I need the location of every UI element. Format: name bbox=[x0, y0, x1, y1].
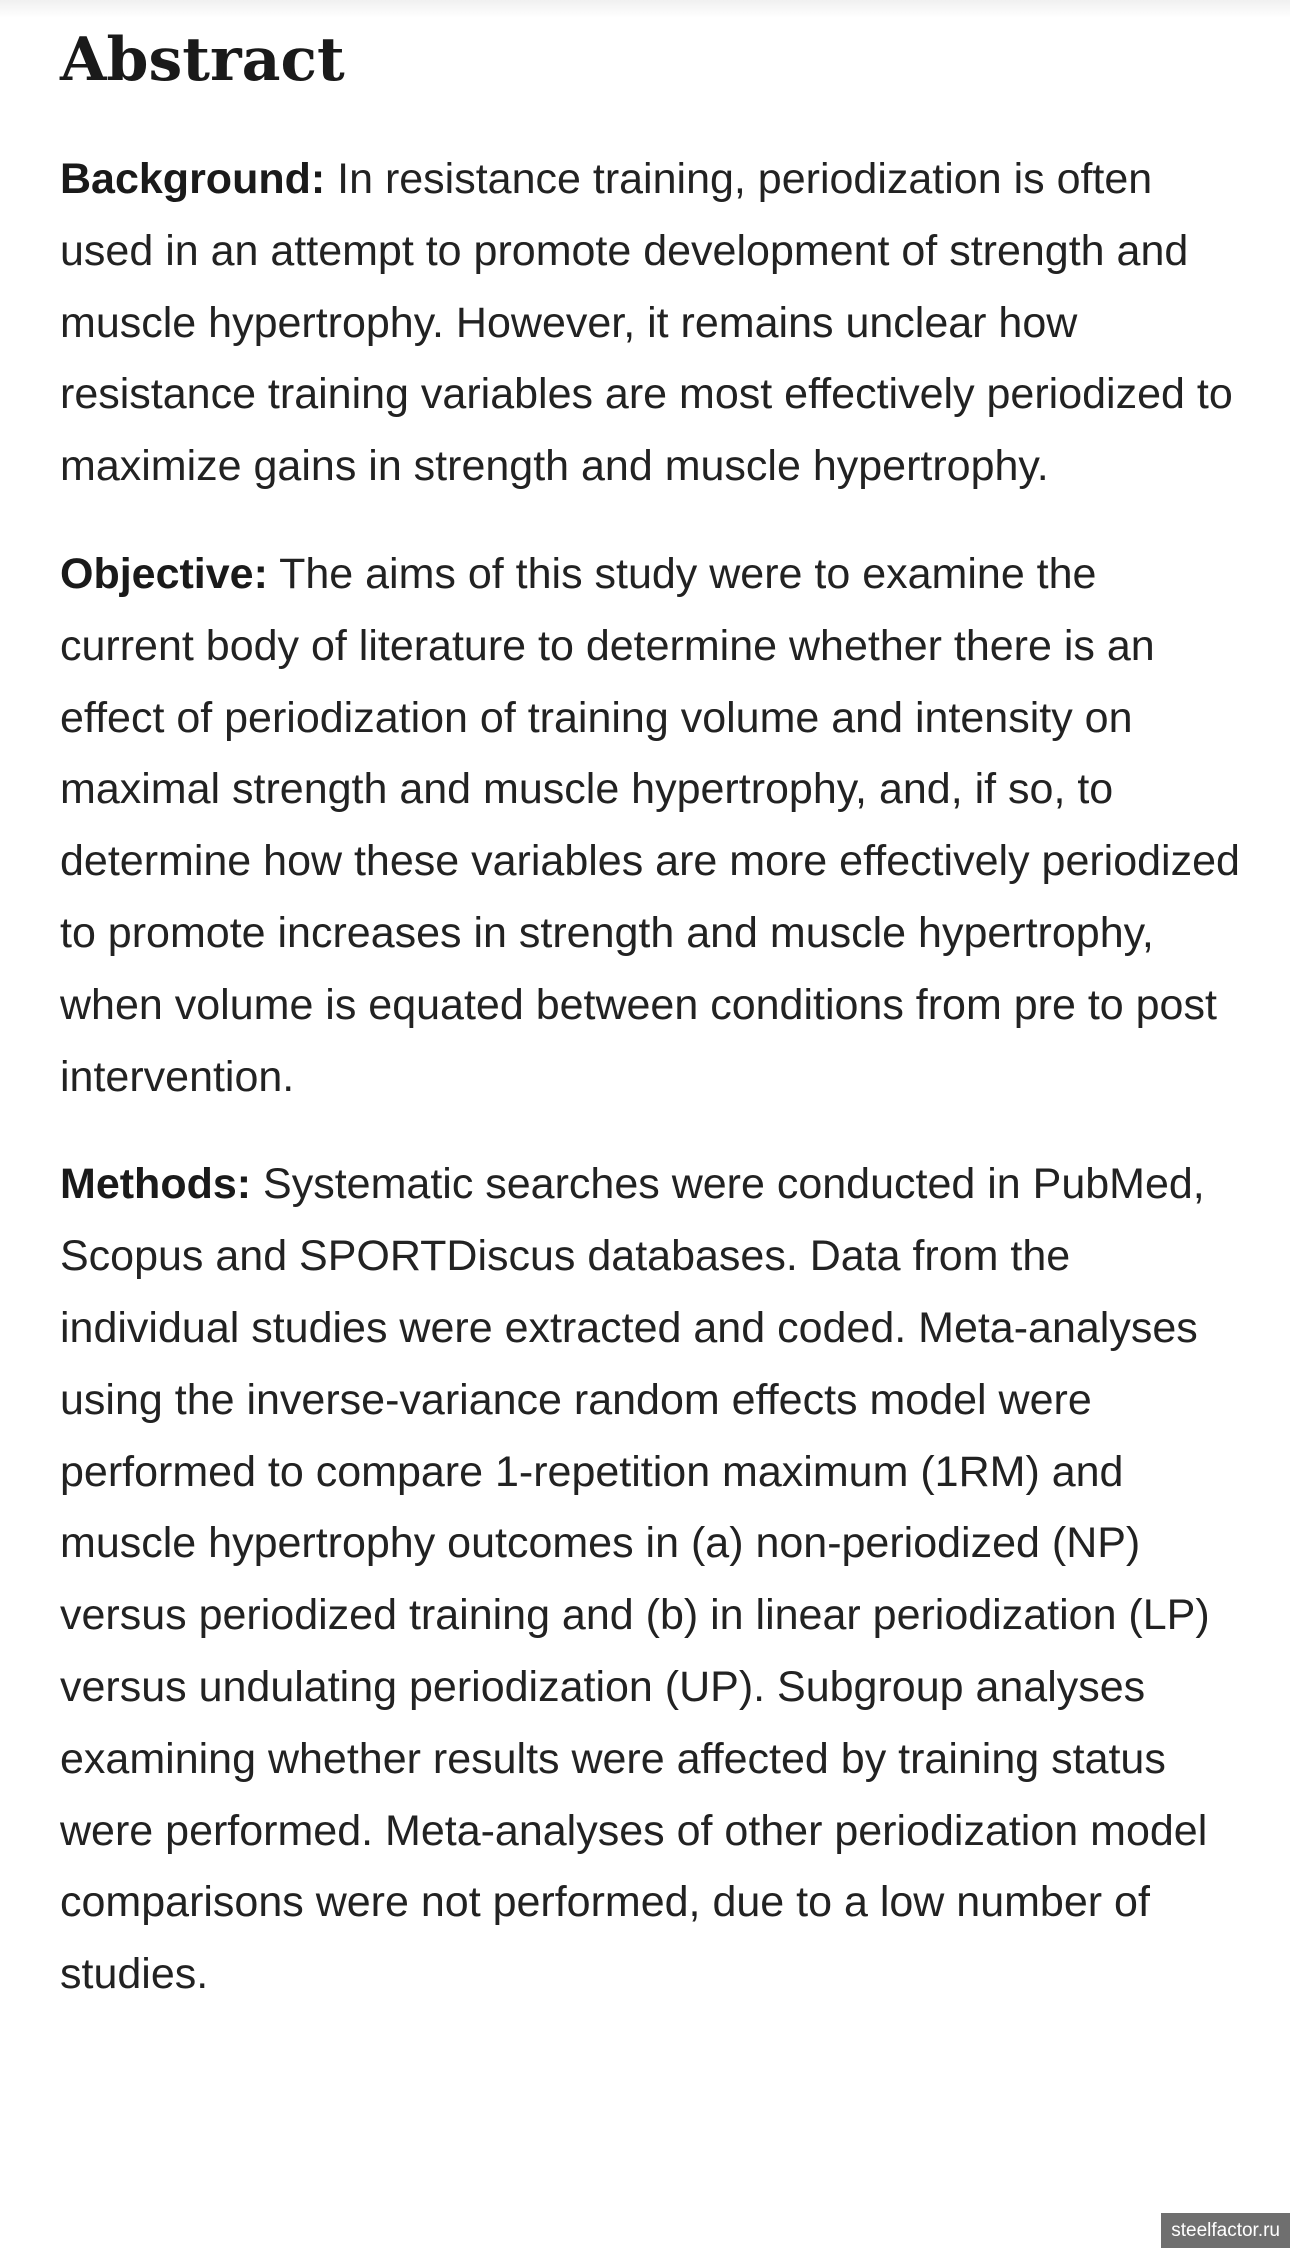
methods-text: Systematic searches were conducted in PubMed, Scopus and SPORTDiscus databases. Data from the individual studies were extracted and coded. Meta-analyses using the inverse-variance random effects model were performed to compare 1-repetition maximum (1RM) and muscle hypertrophy outcomes in (a) non-periodized (NP) versus periodized training and (b) in linear periodization (LP) versus undulating periodization (UP). Subgroup analyses examining whether results were affected by training status were performed. Meta-analyses of other periodization model comparisons were not performed, due to a low number of studies. bbox=[60, 1160, 1210, 1999]
methods-paragraph bbox=[60, 1149, 1240, 2011]
background-label: Background: bbox=[60, 155, 326, 203]
top-shadow bbox=[0, 0, 1290, 18]
abstract-heading: Abstract bbox=[60, 25, 345, 95]
objective-text: The aims of this study were to examine the current body of literature to determine whether there is an effect of periodization of training volume and intensity on maximal strength and muscle hypertrophy, and, if so, to determine how these variables are more effectively periodized to promote increases in strength and muscle hypertrophy, when volume is equated between conditions from pre to post intervention. bbox=[60, 549, 1240, 1101]
abstract-content bbox=[60, 18, 1240, 2047]
methods-label: Methods: bbox=[60, 1160, 252, 1209]
objective-label: Objective: bbox=[60, 549, 268, 598]
watermark: steelfactor.ru bbox=[1161, 2213, 1290, 2248]
background-text: In resistance training, periodization is often used in an attempt to promote development of strength and muscle hypertrophy. However, it remains unclear how resistance training variables are most effectively periodized to maximize gains in strength and muscle hypertrophy. bbox=[60, 155, 1233, 491]
objective-paragraph bbox=[60, 539, 1240, 1113]
background-paragraph bbox=[60, 144, 1240, 503]
